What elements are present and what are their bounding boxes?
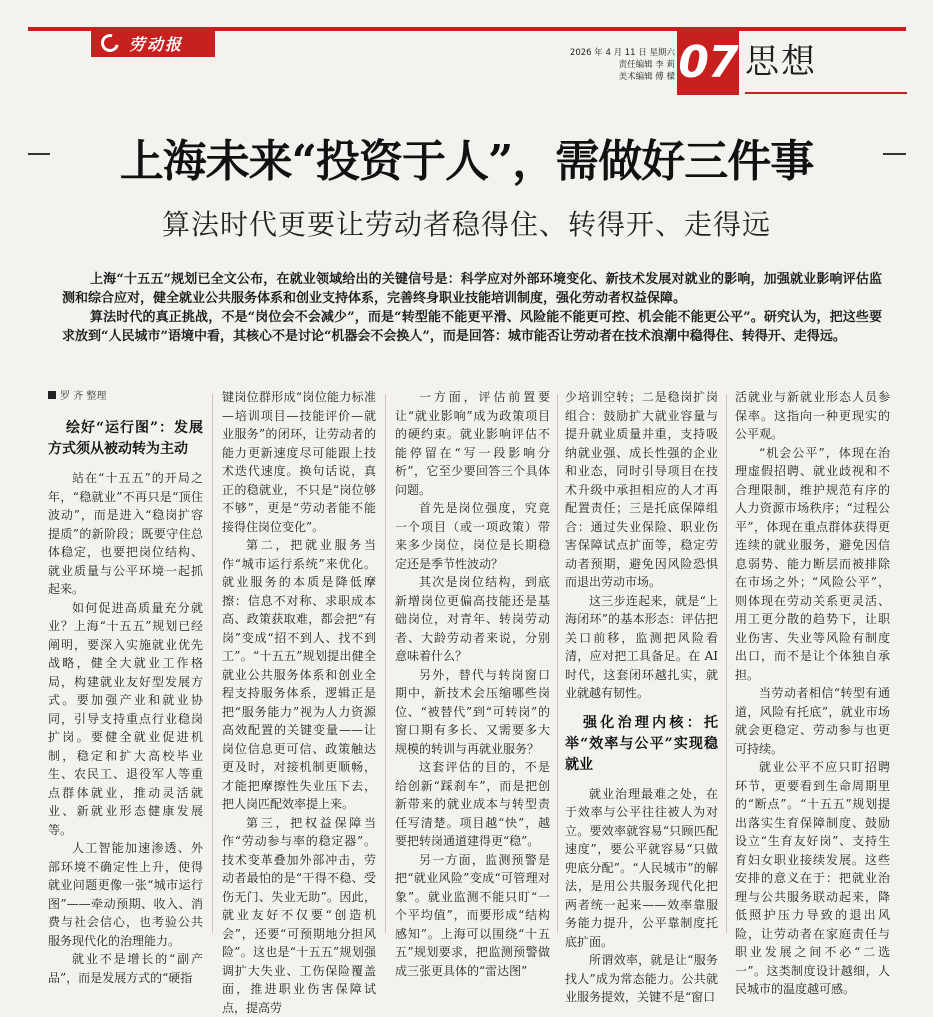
body-paragraph: 这三步连起来，就是“上海闭环”的基本形态：评估把关口前移，监测把风险看清，应对把工具备足。在 AI 时代，这套闭环越扎实，就业就越有韧性。 xyxy=(565,592,718,703)
body-paragraph: 键岗位群形成“岗位能力标准—培训项目—技能评价—就业服务”的闭环，让劳动者的能力更新速度尽可能跟上技术迭代速度。换句话说，真正的稳就业，不只是“岗位够不够”，更是“劳动者能不能接得住岗位变化”。 xyxy=(222,388,376,536)
column-4 xyxy=(565,388,718,933)
issue-meta xyxy=(557,47,675,83)
body-paragraph: 另外，替代与转岗窗口期中，新技术会压缩哪些岗位、“被替代”到“可转岗”的窗口期有多长、又需要多大规模的转训与再就业服务？ xyxy=(395,666,550,759)
column-divider xyxy=(726,394,727,933)
body-paragraph: 一方面，评估前置要让“就业影响”成为政策项目的硬约束。就业影响评估不能停留在“写一段影响分析”，它至少要回答三个具体问题。 xyxy=(395,388,550,499)
column-divider xyxy=(212,394,213,933)
body-paragraph: 就业公平不应只盯招聘环节，更要看到生命周期里的“断点”。“十五五”规划提出落实生育保障制度、鼓励设立“生育友好岗”、支持生育妇女职业接续发展。这些安排的意义在于：把就业治理与公共服务联动起来，降低照护压力导致的退出风险，让劳动者在家庭责任与职业发展之间不必“二选一”。这类制度设计越细，人民城市的温度越可感。 xyxy=(735,758,890,999)
page-number: 07 xyxy=(677,29,739,95)
subheadline: 算法时代更要让劳动者稳得住、转得开、走得远 xyxy=(0,203,933,243)
date-line: 2026 年 4 月 11 日 星期六 xyxy=(557,47,675,59)
body-paragraph: 所谓效率，就是让“服务找人”成为常态能力。公共就业服务提效，关键不是“窗口 xyxy=(565,951,718,1007)
art-editor-line: 美术编辑 傅 樑 xyxy=(557,71,675,83)
section-underline xyxy=(745,92,907,94)
square-bullet-icon xyxy=(48,391,56,399)
brand-name: 劳动报 xyxy=(129,32,183,55)
section-name: 思想 xyxy=(745,34,817,83)
lede-paragraph: 上海“十五五”规划已全文公布，在就业领域给出的关键信号是：科学应对外部环境变化、新技术发展对就业的影响，加强就业影响评估监测和综合应对，健全就业公共服务体系和创业支持体系，完善终身职业技能培训制度，强化劳动者权益保障。 xyxy=(62,270,882,308)
body-paragraph: 如何促进高质量充分就业？上海“十五五”规划已经阐明，要深入实施就业优先战略，健全大就业工作格局，构建就业友好型发展方式。要加强产业和就业协同，引导支持重点行业稳岗扩岗。要健全就业促进机制，稳定和扩大高校毕业生、农民工、退役军人等重点群体就业，推动灵活就业、新就业形态健康发展等。 xyxy=(48,599,203,840)
headline: 上海未来“投资于人”，需做好三件事 xyxy=(0,125,933,189)
section-title-2: 强化治理内核：托举“效率与公平”实现稳就业 xyxy=(565,713,718,776)
body-paragraph: 站在“十五五”的开局之年，“稳就业”不再只是“顶住波动”，而是进入“稳岗扩容提质”的新阶段；既要守住总体稳定，也要把岗位结构、就业质量与公平环境一起抓起来。 xyxy=(48,469,203,599)
body-paragraph: 首先是岗位强度，究竟一个项目（或一项政策）带来多少岗位，岗位是长期稳定还是季节性波动？ xyxy=(395,499,550,573)
body-paragraph: 就业不是增长的“副产品”，而是发展方式的“硬指 xyxy=(48,950,203,987)
column-divider xyxy=(557,394,558,933)
headline-rule-right xyxy=(883,153,906,155)
body-paragraph: 第二，把就业服务当作“城市运行系统”来优化。就业服务的本质是降低摩擦：信息不对称、求职成本高、政策获取难，都会把“有岗”变成“招不到人、找不到工”。“十五五”规划提出健全就业公共服务体系和创业全程支持服务体系，逻辑正是把“服务能力”视为人力资源高效配置的关键变量——让岗位信息更可信、政策触达更及时，对接机制更顺畅，才能把摩擦性失业压下去，把人岗匹配效率提上来。 xyxy=(222,536,376,814)
column-1 xyxy=(48,388,203,933)
logo-icon xyxy=(98,31,123,56)
body-paragraph: “机会公平”，体现在治理虚假招聘、就业歧视和不合理限制，维护规范有序的人力资源市场秩序；“过程公平”，体现在重点群体获得更连续的就业服务，避免因信息弱势、能力断层而被排除在市场之外；“风险公平”，则体现在劳动关系更灵活、用工更分散的趋势下，让职业伤害、失业等风险有制度出口，而不是让个体独自承担。 xyxy=(735,444,890,685)
newspaper-masthead xyxy=(91,29,215,57)
editor-line: 责任编辑 李 莉 xyxy=(557,59,675,71)
column-5 xyxy=(735,388,890,933)
body-paragraph: 活就业与新就业形态人员参保率。这指向一种更现实的公平观。 xyxy=(735,388,890,444)
column-divider xyxy=(385,394,386,933)
lede-paragraph: 算法时代的真正挑战，不是“岗位会不会减少”，而是“转型能不能更平滑、风险能不能更可控、机会能不能更公平”。研究认为，把这些要求放到“人民城市”语境中看，其核心不是讨论“机器会不会换人”，而是回答：城市能否让劳动者在技术浪潮中稳得住、转得开、走得远。 xyxy=(62,308,882,346)
column-2 xyxy=(222,388,376,933)
body-paragraph: 其次是岗位结构，到底新增岗位更偏高技能还是基础岗位，对青年、转岗劳动者、大龄劳动者来说，分别意味着什么？ xyxy=(395,573,550,666)
body-paragraph: 人工智能加速渗透、外部环境不确定性上升，使得就业问题更像一张“城市运行图”——牵动预期、收入、消费与社会信心，也考验公共服务现代化的治理能力。 xyxy=(48,839,203,950)
body-paragraph: 第三，把权益保障当作“劳动参与率的稳定器”。技术变革叠加外部冲击，劳动者最怕的是“干得不稳、受伤无门、失业无助”。因此，就业友好不仅要“创造机会”，还要“可预期地分担风险”。这也是“十五五”规划强调扩大失业、工伤保险覆盖面，推进职业伤害保障试点，提高劳 xyxy=(222,814,376,1017)
section-title-1: 绘好“运行图”：发展方式须从被动转为主动 xyxy=(48,418,203,460)
byline: 罗 齐 整理 xyxy=(48,388,203,406)
body-paragraph: 就业治理最难之处，在于效率与公平往往被人为对立。要效率就容易“只顾匹配速度”，要公平就容易“只做兜底分配”。“人民城市”的解法，是用公共服务现代化把两者统一起来——效率靠服务能力提升，公平靠制度托底扩面。 xyxy=(565,785,718,952)
body-paragraph: 另一方面，监测预警是把“就业风险”变成“可管理对象”。就业监测不能只盯“一个平均值”，而要形成“结构感知”。上海可以围绕“十五五”规划要求，把监测预警做成三张更具体的“雷达图” xyxy=(395,851,550,981)
body-paragraph: 当劳动者相信“转型有通道，风险有托底”，就业市场就会更稳定、劳动参与也更可持续。 xyxy=(735,684,890,758)
lede xyxy=(62,270,882,346)
body-paragraph: 少培训空转；二是稳岗扩岗组合：鼓励扩大就业容量与提升就业质量并重，支持吸纳就业强、成长性强的企业和业态，同时引导项目在技术升级中承担相应的人才再配置责任；三是托底保障组合：通过失业保险、职业伤害保障试点扩面等，稳定劳动者预期，避免因风险恐惧而退出劳动市场。 xyxy=(565,388,718,592)
column-3 xyxy=(395,388,550,933)
body-paragraph: 这套评估的目的，不是给创新“踩刹车”，而是把创新带来的就业成本与转型责任写清楚。项目越“快”，越要把转岗通道建得更“稳”。 xyxy=(395,758,550,851)
